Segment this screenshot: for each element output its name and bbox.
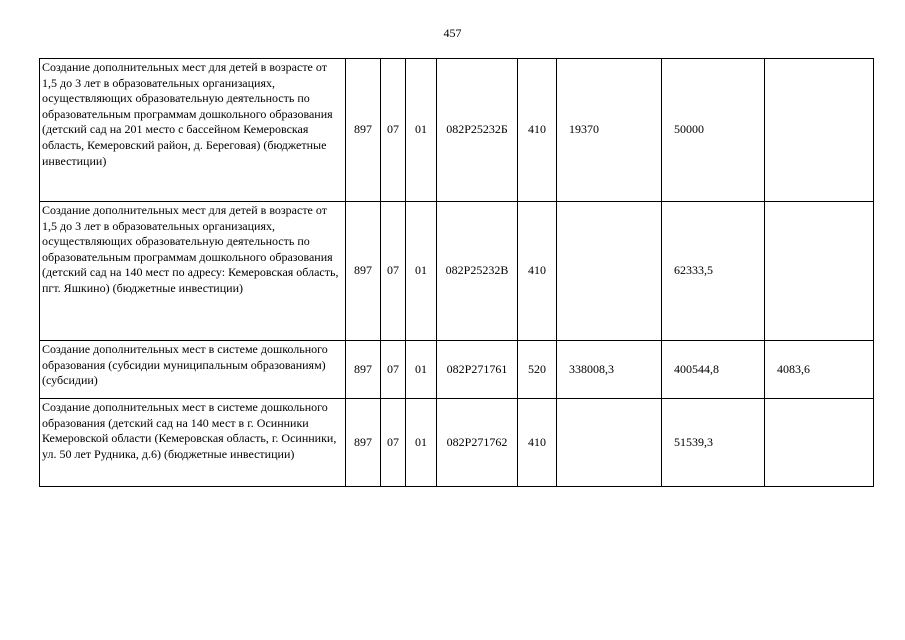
subsection-code: 01 (406, 341, 437, 399)
article-code: 082P25232В (437, 202, 518, 341)
section-code: 07 (381, 341, 406, 399)
subsection-code: 01 (406, 399, 437, 487)
sum-year-1: 338008,3 (557, 341, 662, 399)
section-code: 07 (381, 202, 406, 341)
expense-type-code: 410 (518, 399, 557, 487)
sum-year-3 (765, 399, 874, 487)
ministry-code: 897 (346, 59, 381, 202)
expense-type-code: 410 (518, 202, 557, 341)
budget-table (39, 58, 874, 487)
sum-year-3 (765, 59, 874, 202)
sum-year-1 (557, 202, 662, 341)
page-number: 457 (443, 26, 462, 40)
ministry-code: 897 (346, 202, 381, 341)
sum-year-1 (557, 399, 662, 487)
article-code: 082P271761 (437, 341, 518, 399)
sum-year-3: 4083,6 (765, 341, 874, 399)
sum-year-3 (765, 202, 874, 341)
expense-type-code: 520 (518, 341, 557, 399)
row-name: Создание дополнительных мест в системе дошкольного образования (субсидии муниципальным образованиям) (субсидии) (40, 341, 346, 399)
article-code: 082P271762 (437, 399, 518, 487)
table-row (40, 202, 874, 341)
ministry-code: 897 (346, 399, 381, 487)
table-row (40, 59, 874, 202)
row-name: Создание дополнительных мест для детей в возрасте от 1,5 до 3 лет в образовательных организациях, осуществляющих образовательную деятельность по образовательным программам дошкольного образования (детский сад на 201 место с бассейном Кемеровская область, Кемеровский район, д. Береговая) (бюджетные инвестиции) (40, 59, 346, 202)
subsection-code: 01 (406, 202, 437, 341)
section-code: 07 (381, 399, 406, 487)
sum-year-2: 51539,3 (662, 399, 765, 487)
sum-year-1: 19370 (557, 59, 662, 202)
sum-year-2: 62333,5 (662, 202, 765, 341)
sum-year-2: 400544,8 (662, 341, 765, 399)
sum-year-2: 50000 (662, 59, 765, 202)
subsection-code: 01 (406, 59, 437, 202)
expense-type-code: 410 (518, 59, 557, 202)
article-code: 082P25232Б (437, 59, 518, 202)
section-code: 07 (381, 59, 406, 202)
row-name: Создание дополнительных мест в системе дошкольного образования (детский сад на 140 мест в г. Осинники Кемеровской области (Кемеровская область, г. Осинники, ул. 50 лет Рудника, д.6) (бюджетные инвестиции) (40, 399, 346, 487)
row-name: Создание дополнительных мест для детей в возрасте от 1,5 до 3 лет в образовательных организациях, осуществляющих образовательную деятельность по образовательным программам дошкольного образования (детский сад на 140 мест по адресу: Кемеровская область, пгт. Яшкино) (бюджетные инвестиции) (40, 202, 346, 341)
ministry-code: 897 (346, 341, 381, 399)
table-row (40, 399, 874, 487)
table-row (40, 341, 874, 399)
